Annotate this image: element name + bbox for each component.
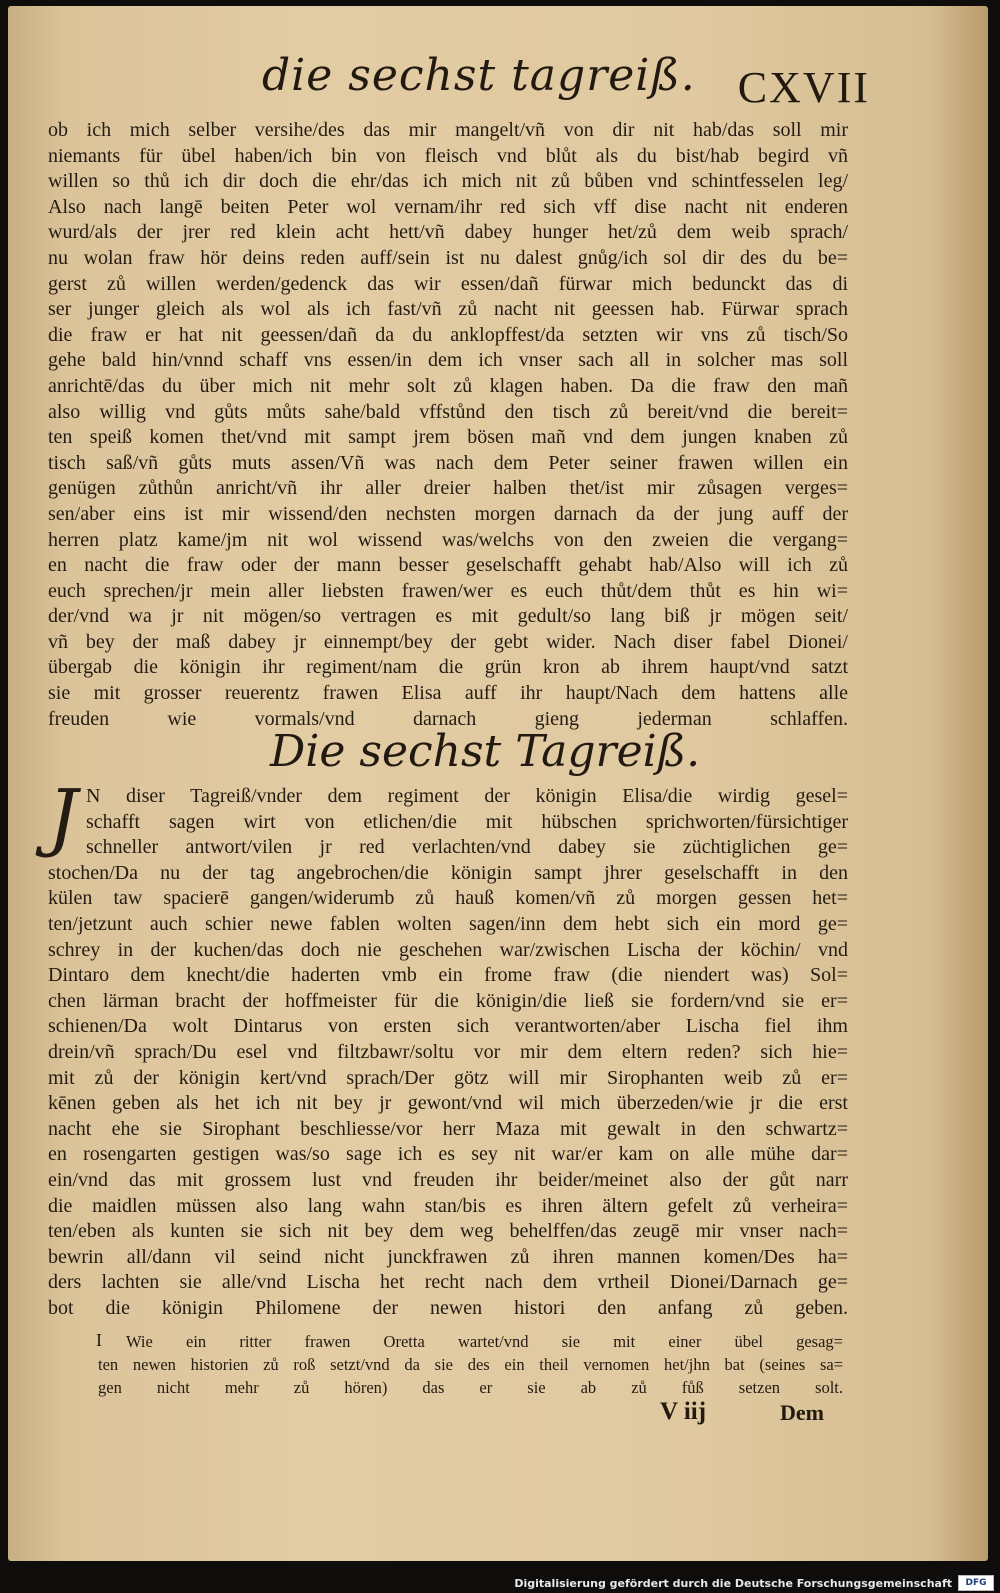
text-line: sie mit grosser reuerentz frawen Elisa auff ihr haupt/Nach dem hattens alle	[48, 682, 848, 705]
note-mark: I	[96, 1330, 102, 1350]
text-line: Also nach langē beiten Peter wol vernam/ihr red sich vff dise nacht nit enderen	[48, 195, 848, 218]
text-line: schrey in der kuchen/das doch nie geschehen war/zwischen Lischa der köchin/ vnd	[48, 938, 848, 961]
text-line: schienen/Da wolt Dintarus von ersten sich verantworten/aber Lischa fiel ihm	[48, 1015, 848, 1038]
text-line: schafft sagen wirt von etlichen/die mit hübschen sprichworten/fürsichtiger	[86, 810, 848, 833]
running-title: die sechst tagreiß.	[262, 50, 696, 101]
text-line: ob ich mich selber versihe/des das mir mangelt/vñ von dir nit hab/das soll mir	[48, 119, 848, 141]
text-line: en nacht die fraw oder der mann besser geselschafft gehabt hab/Also will ich zů	[48, 554, 848, 577]
text-line: ten/eben als kunten sie sich nit bey dem weg behelffen/das zeugē mir vnser nach=	[48, 1220, 848, 1243]
note-line: ten newen historien zů roß setzt/vnd da sie des ein theil vernomen het/jhn bat (seines sa=	[98, 1355, 843, 1374]
text-line: herren platz kame/jm nit wol wissend was/welchs von den zweien die vergang=	[48, 528, 848, 551]
text-line: gerst zů willen werden/gedenck das wir essen/dañ fürwar mich bedunckt das di	[48, 272, 848, 295]
text-line: bewrin all/dann vil seind nicht junckfrawen zů ihren mannen komen/Des ha=	[48, 1245, 848, 1268]
text-line: übergab die königin ihr regiment/nam die grün kron ab ihrem haupt/vnd satzt	[48, 656, 848, 679]
text-line: chen lärman bracht der hoffmeister für die königin/die ließ sie fordern/vnd sie er=	[48, 989, 848, 1012]
text-line: kēnen geben als het ich nit bey jr gewont/vnd wil mich überzeden/wie jr die erst	[48, 1092, 848, 1115]
text-line: nacht ehe sie Sirophant beschliesse/vor herr Maza mit gewalt in den schwartz=	[48, 1117, 848, 1140]
text-line: ein/vnd das mit grossem lust vnd freuden ihr beider/meinet also der gůt narr	[48, 1168, 848, 1191]
text-line: stochen/Da nu der tag angebrochen/die königin sampt jhrer geselschafft in den	[48, 861, 848, 884]
text-line: külen taw spacierē gangen/widerumb zů hauß komen/vñ zů morgen gessen het=	[48, 887, 848, 910]
text-line: die maidlen müssen also lang wahn stan/bis es ihren ältern gefelt zů verheira=	[48, 1194, 848, 1217]
text-line: ders lachten sie alle/vnd Lischa het recht nach dem vrtheil Dionei/Darnach ge=	[48, 1271, 848, 1294]
drop-capital: J	[48, 774, 78, 860]
text-line: niemants für übel haben/ich bin von fleisch vnd blůt als du bist/hab begird vñ	[48, 144, 848, 167]
text-line: ten/jetzunt auch schier newe fablen wolten sagen/inn dem hebt sich ein mord ge=	[48, 912, 848, 935]
text-line: bot die königin Philomene der newen histori den anfang zů geben.	[48, 1296, 848, 1319]
text-line: also willig vnd gůts můts sahe/bald vffstůnd den tisch zů bereit/vnd die bereit=	[48, 400, 848, 423]
note-line: gen nicht mehr zů hören) das er sie ab zů fůß setzen solt.	[98, 1378, 843, 1397]
text-line: anrichtē/das du über mich nit mehr solt zů klagen haben. Da die fraw den mañ	[48, 374, 848, 397]
footer-credit: Digitalisierung gefördert durch die Deutsche Forschungsgemeinschaft	[514, 1576, 952, 1590]
note-line: Wie ein ritter frawen Oretta wartet/vnd sie mit einer übel gesag=	[126, 1332, 843, 1351]
text-line: ten speiß komen thet/vnd mit sampt jrem bösen mañ vnd dem jungen knaben zů	[48, 426, 848, 449]
text-line: genügen zůthůn anricht/vñ ihr aller dreier halben thet/ist mir zůsagen verges=	[48, 477, 848, 500]
text-line: wurd/als der jrer red klein acht hett/vñ dabey hunger het/zů dem weib sprach/	[48, 221, 848, 244]
text-line: willen so thů ich dir doch die ehr/das ich mich nit zů bůben vnd schintfesselen leg/	[48, 170, 848, 193]
text-line: die fraw er hat nit geessen/dañ da du anklopffest/da setzten wir vns zů tisch/So	[48, 323, 848, 346]
text-line: vñ bey der maß dabey jr einnempt/bey der gebt wider. Nach diser fabel Dionei/	[48, 630, 848, 653]
section-text	[48, 774, 848, 1321]
section-heading: Die sechst Tagreiß.	[270, 726, 701, 777]
folio-number: CXVII	[737, 63, 870, 112]
text-line: schneller antwort/vilen jr red verlachten/vnd dabey sie züchtiglichen ge=	[86, 836, 848, 859]
dfg-logo-icon: DFG	[958, 1575, 994, 1591]
digitization-footer	[514, 1575, 994, 1591]
chapter-summary	[98, 1330, 843, 1399]
signature-mark: V iij	[660, 1398, 707, 1425]
text-line: tisch saß/vñ gůts muts assen/Vñ was nach dem Peter seiner frawen willen ein	[48, 451, 848, 474]
text-line: der/vnd wa jr nit mögen/so vertragen es mit gedult/so lang biß jr mögen seit/	[48, 605, 848, 628]
text-line: mit zů der königin kert/vnd sprach/Der götz will mir Sirophanten weib zů er=	[48, 1066, 848, 1089]
text-line: Dintaro dem knecht/die haderten vmb ein frome fraw (die niendert was) Sol=	[48, 964, 848, 987]
catchword: Dem	[780, 1400, 824, 1425]
text-line: gehe bald hin/vnnd schaff vns essen/in dem ich vnser sach all in solcher mas soll	[48, 349, 848, 372]
body-text	[48, 118, 848, 732]
text-line: ser junger gleich als wol als ich fast/vñ zů nacht nit geessen hab. Fürwar sprach	[48, 298, 848, 321]
text-line: drein/vñ sprach/Du esel vnd filtzbawr/soltu vor mir dem eltern reden? sich hie=	[48, 1040, 848, 1063]
text-line: nu wolan fraw hör deins reden auff/sein ist nu dalest gnůg/ich sol dir des du be=	[48, 246, 848, 269]
text-line: N diser Tagreiß/vnder dem regiment der königin Elisa/die wirdig gesel=	[86, 785, 848, 807]
text-line: euch sprechen/jr mein aller liebsten frawen/wer es euch thůt/dem thůt es hin wi=	[48, 579, 848, 602]
text-line: en rosengarten gestigen was/so sage ich es sey nit war/er kam on alle mühe dar=	[48, 1143, 848, 1166]
text-line: sen/aber eins ist mir wissend/den nechsten morgen darnach da der jung auff der	[48, 502, 848, 525]
text-line: freuden wie vormals/vnd darnach gieng jederman schlaffen.	[48, 707, 848, 730]
